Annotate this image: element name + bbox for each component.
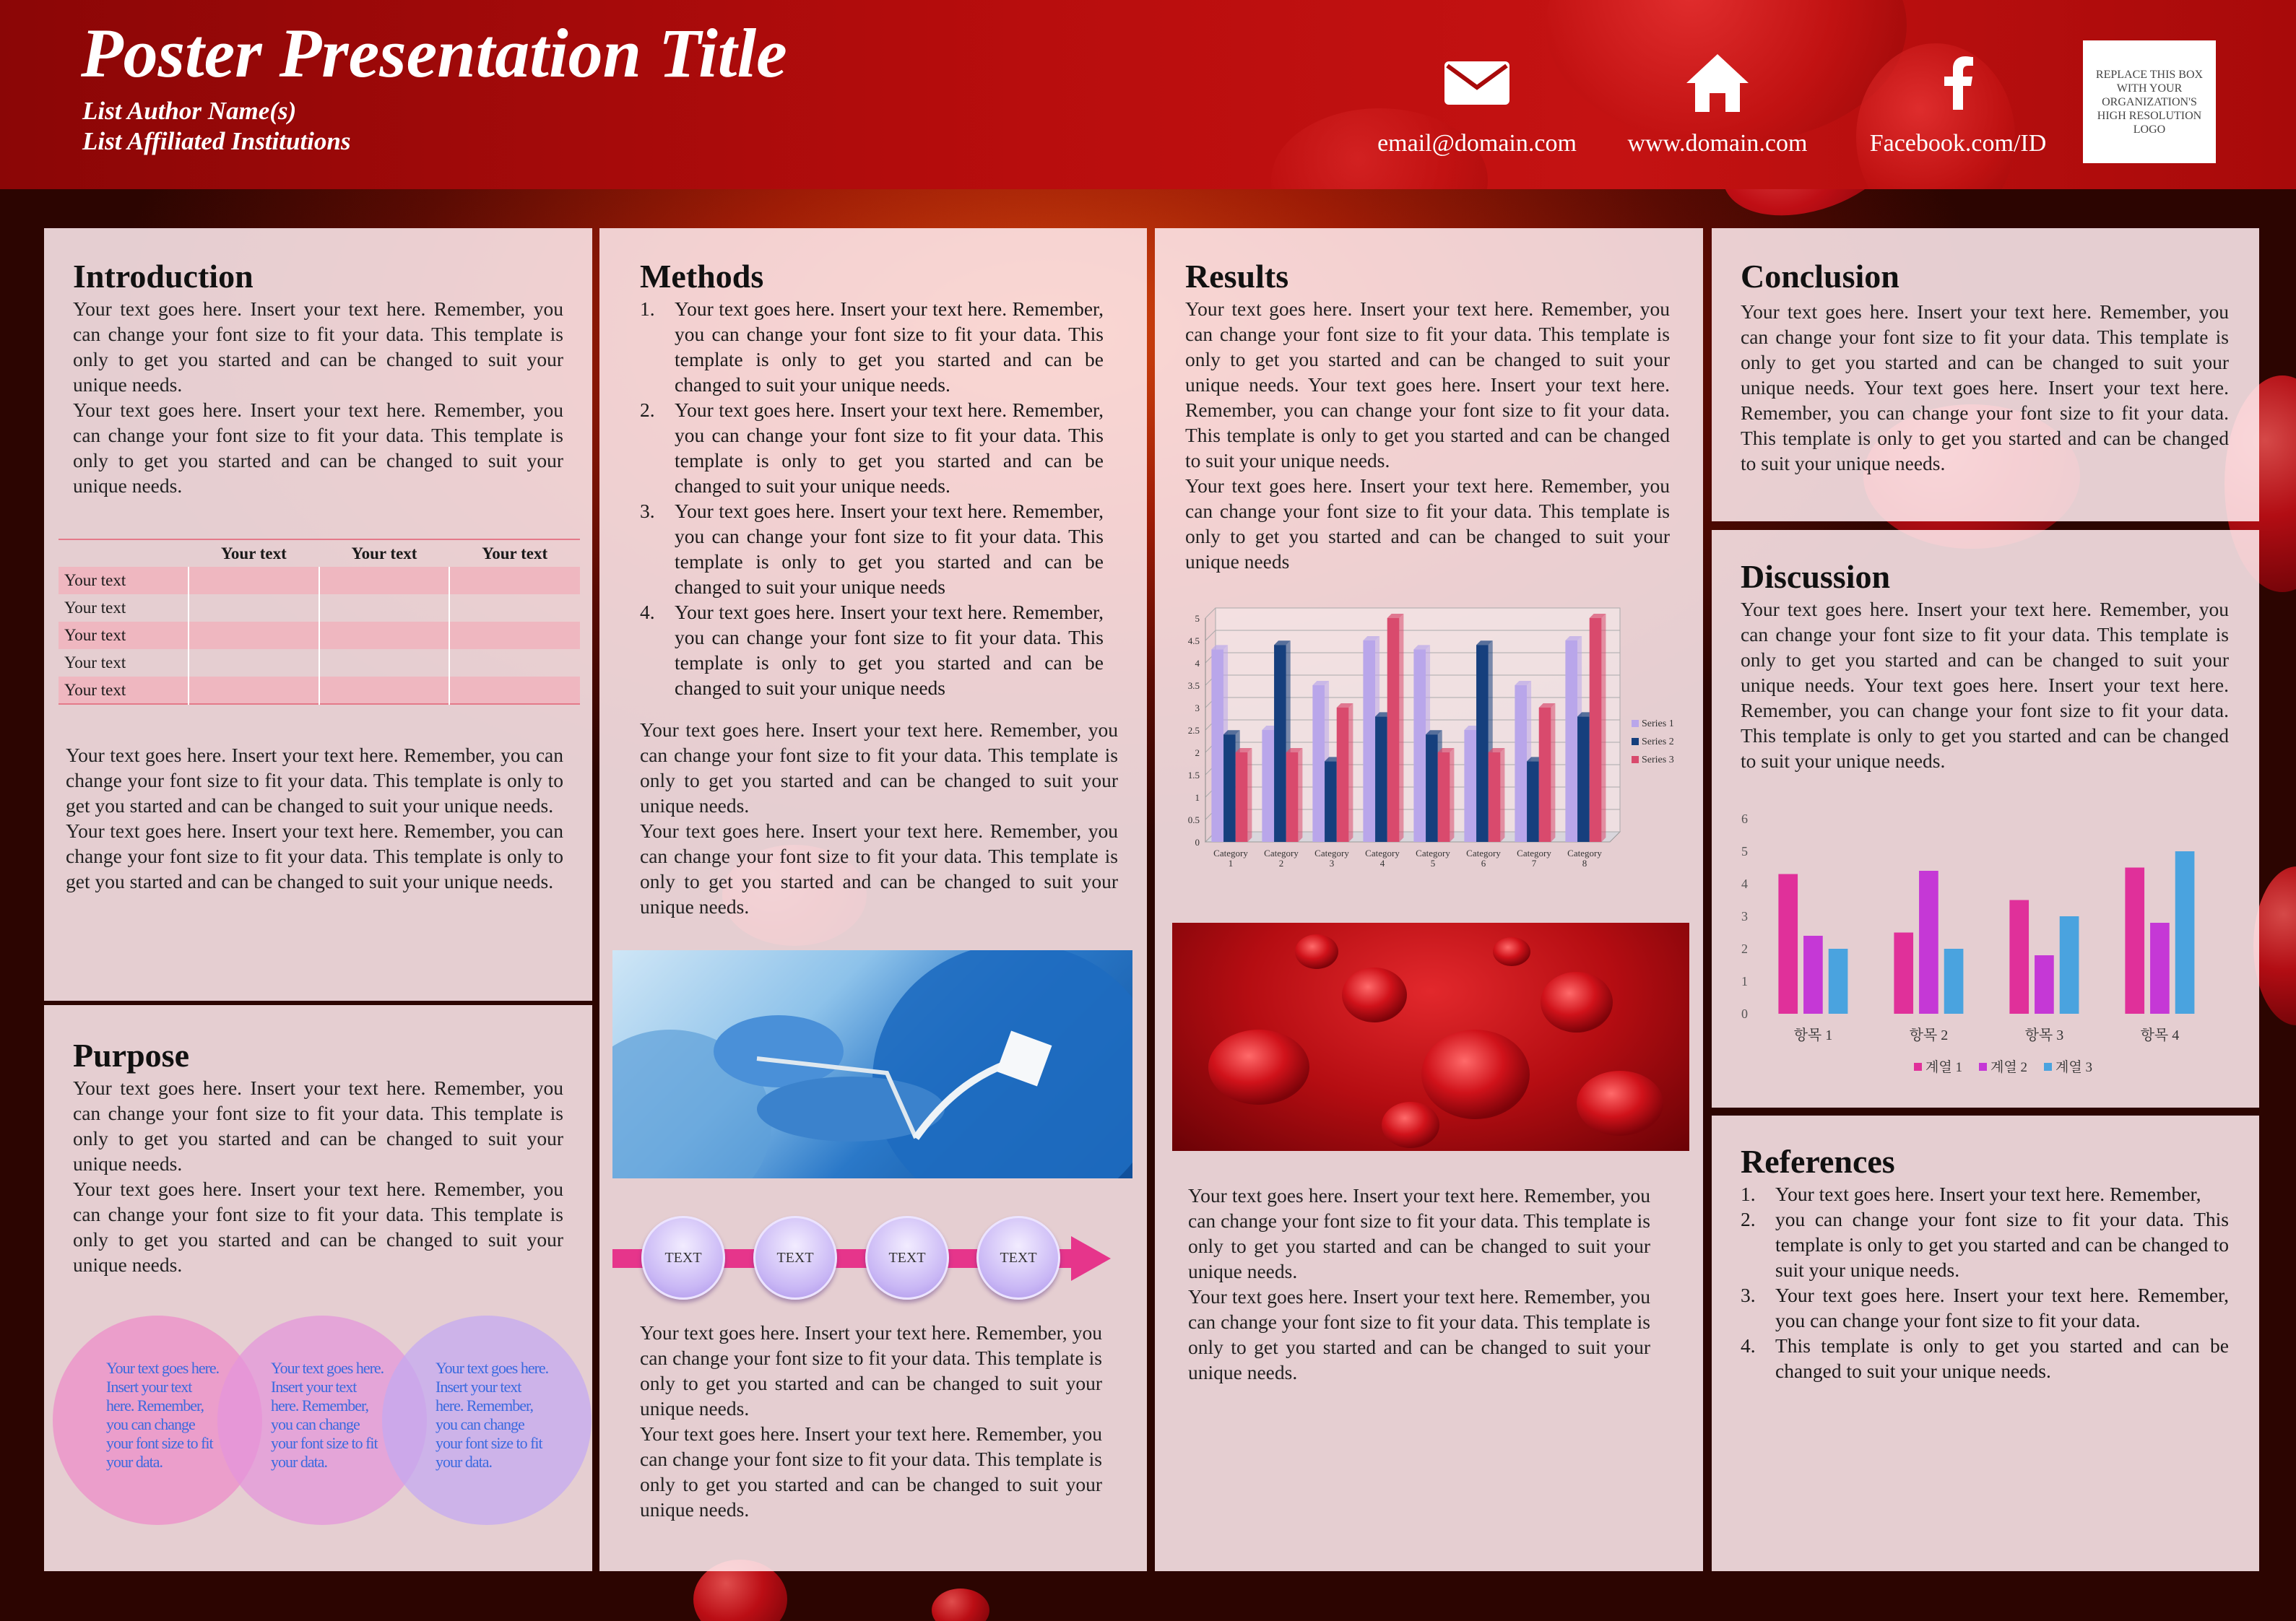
bar	[1223, 734, 1236, 842]
x-tick-label: 항목 3	[2024, 1027, 2064, 1043]
list-item: 2. you can change your font size to fit your data. This template is only to get you started and can be changed to suit your unique needs.	[1741, 1208, 2229, 1281]
discussion-panel	[1712, 530, 2259, 1108]
surgery-photo	[612, 950, 1132, 1178]
bar	[1375, 716, 1387, 842]
venn-circle-3: Your text goes here. Insert your text here. Remember, you can change your font size to fit your data.	[382, 1316, 592, 1525]
purpose-panel	[44, 1005, 592, 1571]
bar	[2009, 900, 2029, 1014]
x-tick-label: 4	[1379, 858, 1385, 869]
y-tick-label: 0	[1741, 1007, 1748, 1021]
x-tick-label: 8	[1582, 858, 1587, 869]
bar	[1778, 874, 1798, 1014]
table-row: Your text	[59, 677, 580, 704]
email-contact[interactable]	[1369, 43, 1585, 157]
results-paragraph: Your text goes here. Insert your text here. Remember, you can change your font size to fit your data. This template is only to get you started and can be changed to suit your unique needs	[1185, 474, 1670, 573]
table-header: Your text	[319, 539, 450, 567]
x-tick-label: 7	[1531, 858, 1537, 869]
intro-paragraph: Your text goes here. Insert your text here. Remember, you can change your font size to fit your data. This template is only to get you started and can be changed to suit your unique needs.	[66, 820, 563, 892]
discussion-heading: Discussion	[1741, 558, 1891, 595]
table-header: Your text	[189, 539, 319, 567]
bar	[1565, 640, 1577, 842]
bar	[1539, 708, 1551, 842]
y-tick-label: 5	[1741, 844, 1748, 859]
x-tick-label: Category	[1365, 848, 1400, 859]
legend-swatch	[1979, 1063, 1987, 1071]
conclusion-paragraph: Your text goes here. Insert your text here. Remember, you can change your font size to fit your data. This template is only to get you started and can be changed to suit your unique needs. Your text goes here. Insert your text here. Remember, you can change your font size to fit your data. This template is only to get you started and can be changed to suit your unique needs.	[1741, 300, 2229, 474]
methods-paragraph-lower	[640, 1320, 1102, 1522]
bar	[1211, 649, 1223, 842]
website-contact[interactable]	[1609, 43, 1826, 157]
methods-paragraph: Your text goes here. Insert your text here. Remember, you can change your font size to fit your data. This template is only to get you started and can be changed to suit your unique needs.	[640, 1321, 1102, 1420]
methods-paragraph: Your text goes here. Insert your text here. Remember, you can change your font size to fit your data. This template is only to get you started and can be changed to suit your unique needs.	[640, 718, 1118, 817]
y-tick-label: 4	[1195, 658, 1200, 669]
timeline-node: TEXT	[976, 1216, 1060, 1300]
methods-heading: Methods	[640, 258, 764, 295]
facebook-label: Facebook.com/ID	[1869, 130, 2047, 157]
table-row: Your text	[59, 622, 580, 649]
x-tick-label: 항목 1	[1793, 1027, 1833, 1043]
x-tick-label: Category	[1466, 848, 1501, 859]
y-tick-label: 1	[1195, 792, 1200, 803]
venn-circle-2: Your text goes here. Insert your text here. Remember, you can change your font size to fit your data.	[217, 1316, 427, 1525]
methods-list	[640, 296, 1104, 700]
x-tick-label: Category	[1213, 848, 1248, 859]
institutions: List Affiliated Institutions	[82, 127, 351, 155]
list-item: 3. Your text goes here. Insert your text here. Remember, you can change your font size to fit your data. This template is only to get you started and can be changed to suit your unique needs	[640, 500, 1104, 598]
bar	[1829, 949, 1848, 1014]
poster-header	[0, 0, 2296, 189]
bar-side	[1500, 748, 1504, 842]
x-tick-label: Category	[1567, 848, 1602, 859]
bar	[1325, 761, 1337, 842]
legend-swatch	[1914, 1063, 1922, 1071]
timeline-node: TEXT	[641, 1216, 725, 1300]
bar-side	[1348, 703, 1353, 842]
bar	[1337, 708, 1349, 842]
bar	[1262, 730, 1274, 842]
legend-label: 계열 3	[2055, 1060, 2092, 1075]
bar-side	[1247, 748, 1252, 842]
bar	[1476, 645, 1489, 842]
timeline-node: TEXT	[865, 1216, 949, 1300]
conclusion-heading: Conclusion	[1741, 258, 1899, 295]
timeline-node: TEXT	[753, 1216, 837, 1300]
bar	[1590, 618, 1602, 842]
bar	[2175, 851, 2195, 1014]
methods-panel	[599, 228, 1147, 1571]
y-tick-label: 4	[1741, 877, 1748, 891]
purpose-heading: Purpose	[73, 1037, 189, 1074]
email-label: email@domain.com	[1377, 130, 1577, 157]
x-tick-label: 2	[1278, 858, 1284, 869]
table-row: Your text	[59, 649, 580, 677]
y-tick-label: 6	[1741, 812, 1748, 826]
conclusion-panel	[1712, 228, 2259, 521]
table-row: Your text	[59, 594, 580, 622]
x-tick-label: Category	[1416, 848, 1450, 859]
results-paragraph-lower	[1188, 1183, 1650, 1385]
y-tick-label: 4.5	[1187, 635, 1200, 646]
bar	[2125, 868, 2144, 1014]
methods-paragraph: Your text goes here. Insert your text here. Remember, you can change your font size to fit your data. This template is only to get you started and can be changed to suit your unique needs.	[640, 1422, 1102, 1521]
bar	[1274, 645, 1286, 842]
results-paragraph: Your text goes here. Insert your text here. Remember, you can change your font size to fit your data. This template is only to get you started and can be changed to suit your unique needs.	[1188, 1184, 1650, 1282]
discussion-paragraph: Your text goes here. Insert your text here. Remember, you can change your font size to fit your data. This template is only to get you started and can be changed to suit your unique needs. Your text goes here. Insert your text here. Remember, you can change your font size to fit your data. This template is only to get you started and can be changed to suit your unique needs.	[1741, 598, 2229, 772]
y-tick-label: 2	[1741, 942, 1748, 956]
x-tick-label: 항목 4	[2140, 1027, 2180, 1043]
facebook-icon	[1942, 56, 1974, 110]
gridline	[1205, 630, 1216, 640]
legend-label: Series 2	[1642, 736, 1674, 747]
intro-paragraph: Your text goes here. Insert your text here. Remember, you can change your font size to fit your data. This template is only to get you started and can be changed to suit your unique needs.	[73, 399, 563, 497]
list-item: 1. Your text goes here. Insert your text here. Remember, you can change your font size to fit your data. This template is only to get you started and can be changed to suit your unique needs.	[640, 297, 1104, 396]
bar-side	[1601, 614, 1606, 842]
legend-label: 계열 1	[1925, 1060, 1962, 1075]
bar	[1438, 752, 1450, 842]
table-header	[59, 539, 189, 567]
legend-swatch	[2044, 1063, 2052, 1071]
x-tick-label: 항목 2	[1909, 1027, 1949, 1043]
y-tick-label: 3	[1741, 909, 1748, 924]
bar	[1577, 716, 1590, 842]
table-row: Your text	[59, 567, 580, 594]
author-block	[82, 96, 350, 157]
gridline	[1205, 608, 1216, 618]
bar-side	[1551, 703, 1555, 842]
bar	[1286, 752, 1299, 842]
home-icon	[1685, 53, 1750, 113]
bar	[1944, 949, 1964, 1014]
references-heading: References	[1741, 1143, 1895, 1180]
background-cell	[932, 1589, 989, 1621]
bar	[2035, 955, 2054, 1014]
purpose-paragraph: Your text goes here. Insert your text here. Remember, you can change your font size to fit your data. This template is only to get you started and can be changed to suit your unique needs.	[73, 1178, 563, 1276]
references-panel	[1712, 1116, 2259, 1571]
y-tick-label: 1.5	[1187, 770, 1200, 781]
poster-title: Poster Presentation Title	[81, 14, 787, 92]
bar	[2150, 923, 2170, 1014]
author-names: List Author Name(s)	[82, 97, 297, 125]
logo-placeholder: REPLACE THIS BOX WITH YOUR ORGANIZATION'S HIGH RESOLUTION LOGO	[2083, 40, 2216, 163]
y-tick-label: 3	[1195, 703, 1200, 713]
results-paragraph: Your text goes here. Insert your text here. Remember, you can change your font size to fit your data. This template is only to get you started and can be changed to suit your unique needs. Your text goes here. Insert your text here. Remember, you can change your font size to fit your data. This template is only to get you started and can be changed to suit your unique needs.	[1185, 297, 1670, 471]
bar	[1387, 618, 1400, 842]
envelope-icon	[1444, 61, 1509, 105]
y-tick-label: 2.5	[1187, 725, 1200, 736]
list-item: 4. This template is only to get you started and can be changed to suit your unique needs.	[1741, 1334, 2229, 1382]
bar	[1489, 752, 1501, 842]
references-list	[1741, 1181, 2229, 1383]
x-tick-label: Category	[1517, 848, 1551, 859]
bar	[1803, 936, 1823, 1014]
blood-cells-photo	[1172, 923, 1689, 1151]
legend-label: Series 3	[1642, 755, 1674, 765]
legend-swatch	[1632, 720, 1639, 727]
bar-side	[1399, 614, 1403, 842]
bar	[1426, 734, 1438, 842]
x-tick-label: 3	[1329, 858, 1335, 869]
legend-label: 계열 2	[1990, 1060, 2027, 1075]
purpose-paragraph: Your text goes here. Insert your text here. Remember, you can change your font size to fit your data. This template is only to get you started and can be changed to suit your unique needs.	[73, 1077, 563, 1175]
website-label: www.domain.com	[1627, 130, 1808, 157]
timeline-arrow	[612, 1214, 1118, 1301]
bar	[1894, 933, 1913, 1014]
intro-paragraph: Your text goes here. Insert your text here. Remember, you can change your font size to fit your data. This template is only to get you started and can be changed to suit your unique needs.	[73, 297, 563, 396]
x-tick-label: 1	[1228, 858, 1234, 869]
x-tick-label: 5	[1430, 858, 1436, 869]
results-paragraph: Your text goes here. Insert your text here. Remember, you can change your font size to fit your data. This template is only to get you started and can be changed to suit your unique needs.	[1188, 1285, 1650, 1383]
bar	[1236, 752, 1248, 842]
y-tick-label: 0.5	[1187, 814, 1200, 825]
bar	[1363, 640, 1375, 842]
legend-label: Series 1	[1642, 718, 1674, 729]
list-item: 4. Your text goes here. Insert your text here. Remember, you can change your font size to fit your data. This template is only to get you started and can be changed to suit your unique needs	[640, 601, 1104, 699]
y-tick-label: 3.5	[1187, 680, 1200, 691]
x-tick-label: 6	[1481, 858, 1486, 869]
x-tick-label: Category	[1264, 848, 1299, 859]
bar	[2060, 916, 2079, 1014]
legend-swatch	[1632, 738, 1639, 745]
venn-circle-1: Your text goes here. Insert your text here. Remember, you can change your font size to fit your data.	[53, 1316, 262, 1525]
bar-side	[1298, 748, 1302, 842]
bar	[1515, 685, 1527, 842]
methods-paragraph: Your text goes here. Insert your text here. Remember, you can change your font size to fit your data. This template is only to get you started and can be changed to suit your unique needs.	[640, 820, 1118, 918]
table-header: Your text	[449, 539, 580, 567]
bar	[1413, 649, 1426, 842]
list-item: 1. Your text goes here. Insert your text here. Remember,	[1741, 1183, 2201, 1205]
y-tick-label: 0	[1195, 837, 1200, 848]
intro-paragraph: Your text goes here. Insert your text here. Remember, you can change your font size to fit your data. This template is only to get you started and can be changed to suit your unique needs.	[66, 744, 563, 817]
facebook-contact[interactable]	[1850, 43, 2066, 157]
bar-side	[1450, 748, 1454, 842]
bar	[1464, 730, 1476, 842]
x-tick-label: Category	[1314, 848, 1349, 859]
intro-table	[59, 539, 580, 705]
y-tick-label: 1	[1741, 974, 1748, 988]
y-tick-label: 5	[1195, 613, 1200, 624]
background-cell	[2253, 866, 2296, 1025]
y-tick-label: 2	[1195, 747, 1200, 758]
bar	[1919, 871, 1938, 1014]
results-panel	[1155, 228, 1703, 1571]
introduction-panel	[44, 228, 592, 1001]
list-item: 2. Your text goes here. Insert your text here. Remember, you can change your font size to fit your data. This template is only to get you started and can be changed to suit your unique needs.	[640, 399, 1104, 497]
bar	[1527, 761, 1539, 842]
list-item: 3. Your text goes here. Insert your text here. Remember, you can change your font size to fit your data.	[1741, 1284, 2229, 1331]
legend-swatch	[1632, 756, 1639, 763]
bar	[1312, 685, 1325, 842]
introduction-heading: Introduction	[73, 258, 254, 295]
results-heading: Results	[1185, 258, 1289, 295]
discussion-bar-chart	[1726, 804, 2246, 1093]
